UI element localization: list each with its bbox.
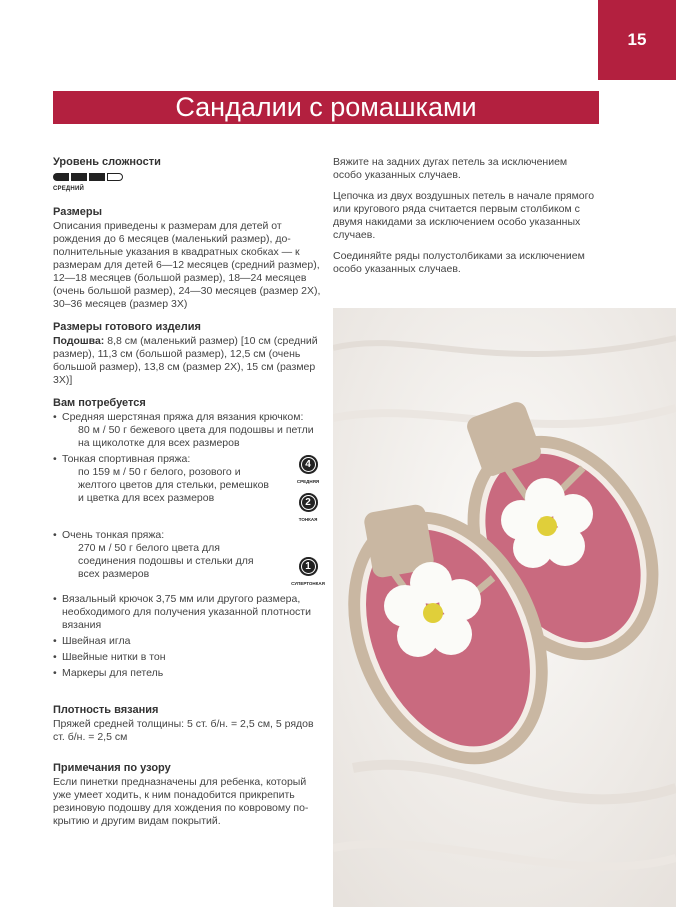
title-bar xyxy=(53,91,599,124)
sizes-section xyxy=(53,206,323,311)
page-number-tab xyxy=(598,0,676,80)
sandals-photo xyxy=(333,308,676,907)
yarn-weight-label: СУПЕРТОНКАЯ xyxy=(291,581,325,586)
materials-section xyxy=(53,397,323,680)
notes-heading: Примечания по узору xyxy=(53,762,171,774)
page-title: Сандалии с ромашками xyxy=(175,92,477,122)
yarn2-row xyxy=(62,453,323,526)
list-item: • Швейные нитки в тон xyxy=(53,651,323,664)
list-item: • Швейная игла xyxy=(53,635,323,648)
yarn1-main: • Средняя шерстяная пряжа для вязания крючком: xyxy=(62,411,304,423)
yarn3-text xyxy=(62,529,270,581)
page-number: 15 xyxy=(627,30,647,49)
gauge-section xyxy=(53,704,323,744)
yarn-weight-4-icon xyxy=(293,455,323,526)
sandals-illustration xyxy=(333,308,676,907)
level-segment-filled xyxy=(53,173,69,181)
yarn-weight-label: СРЕДНЯЯ xyxy=(296,479,320,484)
materials-heading: Вам потребуется xyxy=(53,397,146,409)
notes-section xyxy=(53,762,323,828)
materials-list xyxy=(53,411,323,680)
note-paragraph: Вяжите на задних дугах петель за исключением особо указанных случаев. xyxy=(333,156,568,181)
yarn-ball-icon: 4 xyxy=(299,455,318,474)
note-paragraph: Цепочка из двух воздушных петель в начале прямого или кругового ряда считается первым столбиком с двумя накидами за исключением особо указанных случаев. xyxy=(333,190,595,241)
skill-level-meter xyxy=(53,172,323,182)
yarn1-detail: 80 м / 50 г бежевого цвета для подошвы и петли на щиколотке для всех размеров xyxy=(78,424,314,449)
level-segment-filled xyxy=(89,173,105,181)
yarn3-detail: 270 м / 50 г белого цвета для соединения подошвы и стельки для всех размеров xyxy=(78,542,254,580)
skill-level-heading: Уровень сложности xyxy=(53,156,161,168)
list-item xyxy=(53,411,323,450)
yarn2-text xyxy=(62,453,270,505)
finished-size-heading: Размеры готового изделия xyxy=(53,321,201,333)
finished-size-section xyxy=(53,321,323,387)
list-item xyxy=(53,453,323,526)
finished-size-text xyxy=(53,335,323,387)
sole-label: Подошва: xyxy=(53,335,105,347)
yarn-ball-icon: 2 xyxy=(299,493,318,512)
yarn2-detail: по 159 м / 50 г белого, розового и желтого цветов для стельки, ремешков и цветка для всех размеров xyxy=(78,466,269,504)
level-segment-filled xyxy=(71,173,87,181)
list-item xyxy=(53,529,323,590)
gauge-heading: Плотность вязания xyxy=(53,704,159,716)
right-column xyxy=(333,156,598,284)
skill-level-label: СРЕДНИЙ xyxy=(53,186,84,192)
notes-text: Если пинетки предназначены для ребенка, который уже умеет ходить, к ним понадобится прикрепить резиновую подошву для хождения по ковровому по-крытию и другим видам покрытий. xyxy=(53,776,309,827)
yarn-ball-icon: 1 xyxy=(299,557,318,576)
yarn3-row xyxy=(62,529,323,590)
left-column xyxy=(53,156,323,838)
list-item: • Вязальный крючок 3,75 мм или другого размера, необходимого для получения указанной плотности вязания xyxy=(53,593,323,632)
sizes-text: Описания приведены к размерам для детей от рождения до 6 месяцев (маленький размер), до-полнительные указания в квадратных скобках — к размерам для детей 6—12 месяцев (средний размер), 12—18 месяцев (большой размер), 18—24 месяцев (очень большой размер), 24—30 месяцев (размер 2Х), 30–36 месяцев (размер 3Х) xyxy=(53,220,321,310)
sole-sizes: 8,8 см (маленький размер) [10 см (средний размер), 11,3 см (большой размер), 12,5 см (очень большой размер), 13,8 см (размер 2Х), 15 см (размер 3Х)] xyxy=(53,335,318,386)
list-item: • Маркеры для петель xyxy=(53,667,323,680)
note-paragraph: Соединяйте ряды полустолбиками за исключением особо указанных случаев. xyxy=(333,250,585,275)
yarn-weight-1-icon xyxy=(293,557,323,590)
sizes-heading: Размеры xyxy=(53,206,103,218)
yarn2-main: • Тонкая спортивная пряжа: xyxy=(62,453,191,465)
yarn-weight-label: ТОНКАЯ xyxy=(298,517,318,522)
yarn3-main: • Очень тонкая пряжа: xyxy=(62,529,165,541)
skill-level-section xyxy=(53,156,323,196)
gauge-text: Пряжей средней толщины: 5 ст. б/н. = 2,5 см, 5 рядов ст. б/н. = 2,5 см xyxy=(53,718,314,743)
level-segment-empty xyxy=(107,173,123,181)
